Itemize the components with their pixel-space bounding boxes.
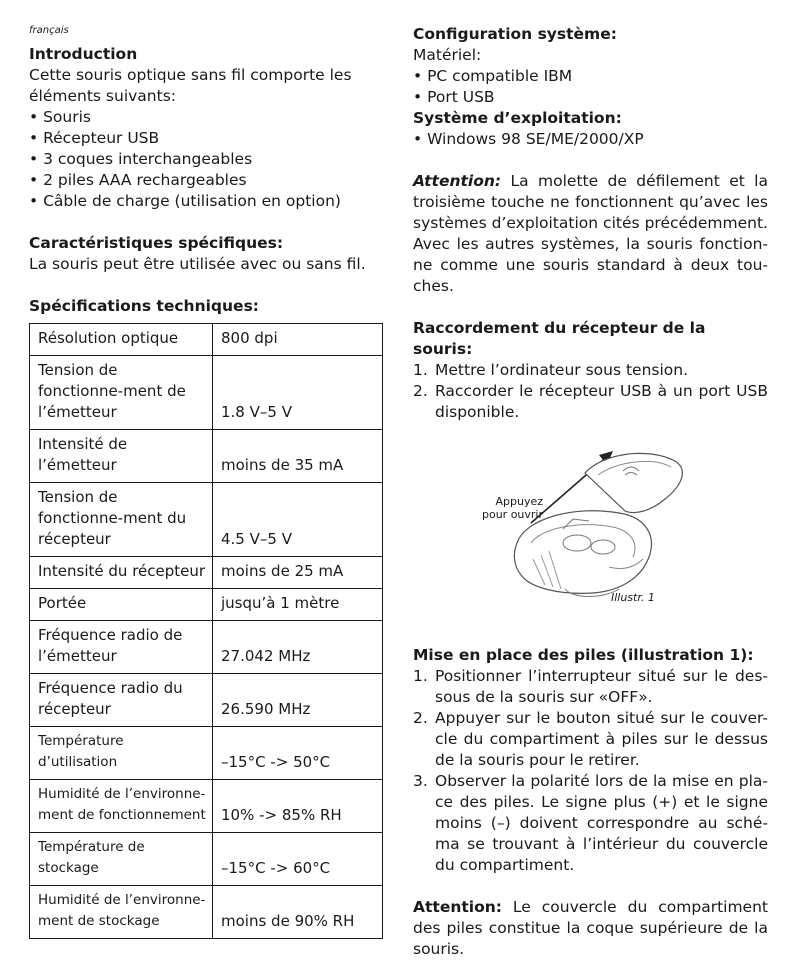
table-row [30,727,383,780]
spec-value: 26.590 MHz [213,674,383,727]
list-item: • Récepteur USB [29,129,160,147]
features-heading: Caractéristiques spécifiques: [29,234,284,252]
attention-note-1 [413,171,768,297]
spec-value: –15°C -> 50°C [213,727,383,780]
list-item: • Port USB [413,88,495,106]
spec-key: Intensité de l’émetteur [30,430,213,483]
intro-text: Cette souris optique sans fil comporte les éléments suivants: [29,66,352,105]
table-row [30,324,383,356]
list-item: 2. Raccorder le récepteur USB à un port USB disponible. [413,382,768,421]
spec-value: moins de 90% RH [213,886,383,939]
mouse-body [514,511,651,594]
spec-key: Tension de fonctionne-ment de l’émetteur [30,356,213,430]
spec-key: Température d’utilisation [30,727,213,780]
illustration-caption: Illustr. 1 [611,591,655,604]
list-item: • Câble de charge (utilisation en option) [29,192,341,210]
spec-key: Tension de fonctionne-ment du récepteur [30,483,213,557]
battery-steps [413,666,768,876]
spec-key: Température de stockage [30,833,213,886]
spec-key: Fréquence radio du récepteur [30,674,213,727]
receiver-heading: Raccordement du récepteur de la souris: [413,319,706,358]
table-row [30,621,383,674]
spec-value: 10% -> 85% RH [213,780,383,833]
list-item: • PC compatible IBM [413,67,573,85]
left-column [29,24,385,939]
spec-key: Humidité de l’environne-ment de fonctionnement [30,780,213,833]
spec-value: moins de 25 mA [213,557,383,589]
specs-heading: Spécifications techniques: [29,297,259,315]
spec-value: jusqu’à 1 mètre [213,589,383,621]
list-item: 3. Observer la polarité lors de la mise en pla-ce des piles. Le signe plus (+) et le signe moins (–) doivent correspondre au sché-ma se trouvant à l’intérieur du couvercle du compartiment. [413,772,768,874]
spec-value: –15°C -> 60°C [213,833,383,886]
intro-heading: Introduction [29,45,138,63]
mouse-illustration [413,439,768,625]
spec-key: Portée [30,589,213,621]
attention-label: Attention: [413,898,502,916]
list-item: • 3 coques interchangeables [29,150,253,168]
table-row [30,589,383,621]
receiver-steps [413,360,768,423]
specs-table [29,323,383,939]
os-heading: Système d’exploitation: [413,109,622,127]
table-row [30,780,383,833]
spec-key: Humidité de l’environne-ment de stockage [30,886,213,939]
spec-value: 4.5 V–5 V [213,483,383,557]
attention-text: La molette de défilement et la troisième touche ne fonctionnent qu’avec les systèmes d’exploitation cités précédemment. Avec les autres systèmes, la souris fonction-ne comme une souris standard à deux tou-ches. [413,172,768,295]
list-item: 1. Positionner l’interrupteur situé sur le des-sous de la souris sur «OFF». [413,667,768,706]
spec-key: Intensité du récepteur [30,557,213,589]
table-row [30,557,383,589]
list-item: • Souris [29,108,91,126]
spec-value: 800 dpi [213,324,383,356]
mouse-drawing [413,439,768,625]
table-row [30,833,383,886]
attention-note-2 [413,897,768,960]
right-column [413,24,768,960]
table-row [30,356,383,430]
spec-value: moins de 35 mA [213,430,383,483]
attention-text: Le couvercle du compartiment des piles constitue la coque supérieure de la souris. [413,898,768,958]
list-item: • Windows 98 SE/ME/2000/XP [413,130,644,148]
table-row [30,483,383,557]
features-text: La souris peut être utilisée avec ou sans fil. [29,255,366,273]
spec-key: Fréquence radio de l’émetteur [30,621,213,674]
list-item: • 2 piles AAA rechargeables [29,171,247,189]
spec-key: Résolution optique [30,324,213,356]
table-row [30,430,383,483]
intro-list [29,107,385,212]
spec-value: 1.8 V–5 V [213,356,383,430]
hardware-label: Matériel: [413,46,482,64]
list-item: 2. Appuyer sur le bouton situé sur le couver-cle du compartiment à piles sur le dessus de la souris pour le retirer. [413,709,768,769]
batteries-heading: Mise en place des piles (illustration 1): [413,646,754,664]
language-label: français [29,25,69,36]
press-to-open-label: Appuyez pour ouvrir [481,495,543,521]
table-row [30,886,383,939]
list-item: 1. Mettre l’ordinateur sous tension. [413,361,689,379]
spec-value: 27.042 MHz [213,621,383,674]
attention-label: Attention: [413,172,502,190]
table-row [30,674,383,727]
system-config-heading: Configuration système: [413,25,617,43]
